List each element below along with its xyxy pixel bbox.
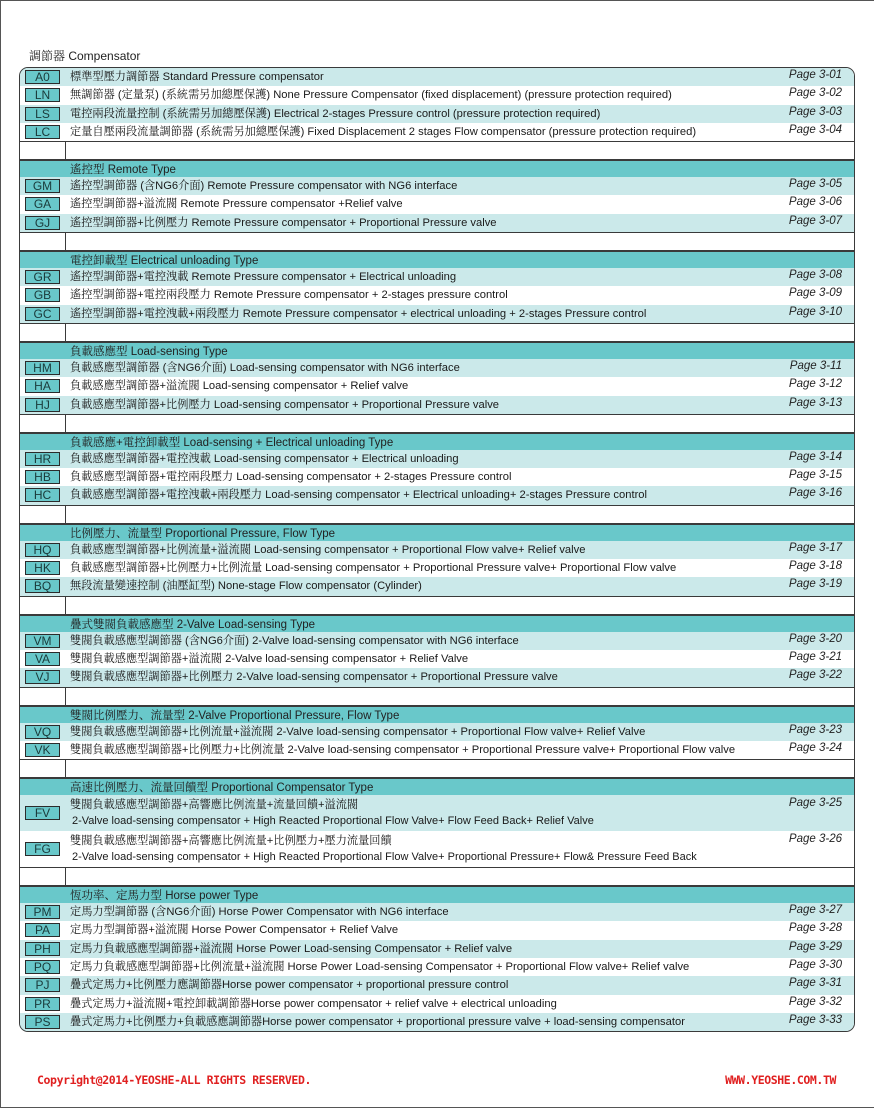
copyright-text: Copyright@2014-YEOSHE-ALL RIGHTS RESERVED. (37, 1073, 311, 1087)
row-description: 負載感應型調節器+電控洩載 Load-sensing compensator + Electrical unloading (70, 452, 459, 465)
model-code-badge: VJ (25, 670, 60, 684)
row-description: 雙閥負載感應型調節器+溢流閥 2-Valve load-sensing compensator + Relief Valve (70, 652, 469, 665)
page-reference-link[interactable]: Page 3-06 (788, 196, 842, 209)
page-reference-link[interactable]: Page 3-17 (788, 541, 842, 554)
page-reference-link[interactable]: Page 3-27 (788, 904, 842, 917)
section (20, 341, 854, 414)
page-reference-link[interactable]: Page 3-24 (788, 741, 842, 754)
table-row[interactable] (20, 450, 854, 468)
model-code-badge: PH (25, 942, 60, 956)
row-description: 負載感應型調節器+比例流量+溢流閥 Load-sensing compensator + Proportional Flow valve+ Relief valve (70, 543, 586, 556)
model-code-badge: HQ (25, 543, 60, 557)
row-description: 標準型壓力調節器 Standard Pressure compensator (70, 71, 324, 83)
table-row[interactable] (20, 940, 854, 958)
row-description: 定馬力型調節器+溢流閥 Horse Power Compensator + Relief Valve (70, 924, 399, 937)
table-row[interactable] (20, 177, 854, 195)
table-row[interactable] (20, 214, 854, 232)
table-row[interactable] (20, 958, 854, 976)
section-header: 恆功率、定馬力型 Horse power Type (20, 885, 854, 903)
model-code-badge: LC (25, 125, 60, 139)
code-column-blank (20, 324, 66, 341)
page-reference-link[interactable]: Page 3-04 (788, 123, 842, 136)
model-code-badge: PS (25, 1015, 60, 1029)
model-code-badge: HM (25, 361, 60, 375)
model-code-badge: HC (25, 488, 60, 502)
section (20, 523, 854, 596)
page-reference-link[interactable]: Page 3-22 (788, 669, 842, 682)
section-spacer (20, 505, 854, 523)
page-reference-link[interactable]: Page 3-10 (788, 305, 842, 318)
row-description: 遙控型調節器+溢流閥 Remote Pressure compensator +Relief valve (70, 198, 403, 211)
section (20, 777, 854, 867)
page-reference-link[interactable]: Page 3-15 (788, 469, 842, 482)
model-code-badge: HA (25, 379, 60, 393)
row-description: 電控兩段流量控制 (系統需另加總壓保護) Electrical 2-stages Pressure control (pressure protection required) (70, 107, 601, 120)
model-code-badge: PM (25, 905, 60, 919)
table-row[interactable] (20, 921, 854, 939)
table-row[interactable] (20, 559, 854, 577)
model-code-badge: LN (25, 88, 60, 102)
page-reference-link[interactable]: Page 3-05 (788, 178, 842, 191)
table-row[interactable] (20, 723, 854, 741)
section (20, 68, 854, 141)
page-reference-link[interactable]: Page 3-26 (788, 833, 842, 846)
website-link[interactable]: WWW.YEOSHE.COM.TW (725, 1073, 836, 1087)
page-reference-link[interactable]: Page 3-33 (788, 1013, 842, 1026)
table-row[interactable] (20, 1013, 854, 1031)
page-reference-link[interactable]: Page 3-30 (788, 959, 842, 972)
table-row[interactable] (20, 377, 854, 395)
table-row[interactable] (20, 541, 854, 559)
row-description: 雙閥負載感應型調節器+高響應比例流量+流量回饋+溢流閥 (70, 799, 359, 812)
page-title: 調節器 Compensator (29, 49, 141, 63)
model-code-badge: PQ (25, 960, 60, 974)
code-column-blank (20, 506, 66, 523)
model-code-badge: HB (25, 470, 60, 484)
code-column-blank (20, 760, 66, 777)
model-code-badge: GC (25, 307, 60, 321)
page-reference-link[interactable]: Page 3-02 (788, 87, 842, 100)
row-description: 雙閥負載感應型調節器 (含NG6介面) 2-Valve load-sensing compensator with NG6 interface (70, 634, 519, 647)
row-description: 無段流量變速控制 (油壓缸型) None-stage Flow compensator (Cylinder) (70, 580, 422, 593)
row-description: 負載感應型調節器+電控兩段壓力 Load-sensing compensator + 2-stages Pressure control (70, 471, 512, 484)
section-header: 負載感應型 Load-sensing Type (20, 341, 854, 359)
section-header: 高速比例壓力、流量回饋型 Proportional Compensator Type (20, 777, 854, 795)
table-row[interactable] (20, 396, 854, 414)
page-reference-link[interactable]: Page 3-28 (788, 922, 842, 935)
section-spacer (20, 232, 854, 250)
model-code-badge: GM (25, 179, 60, 193)
model-code-badge: PA (25, 923, 60, 937)
table-row[interactable] (20, 123, 854, 141)
section-spacer (20, 596, 854, 614)
row-description: 疊式定馬力+比例壓力+負載感應調節器Horse power compensator + proportional pressure valve + load-sensing compensator (70, 1015, 685, 1028)
row-description: 遙控型調節器+電控洩載 Remote Pressure compensator + Electrical unloading (70, 271, 457, 284)
page-reference-link[interactable]: Page 3-23 (788, 723, 842, 736)
section-spacer (20, 867, 854, 885)
table-row[interactable] (20, 577, 854, 595)
section (20, 250, 854, 323)
section (20, 159, 854, 232)
row-description: 負載感應型調節器+溢流閥 Load-sensing compensator + Relief valve (70, 380, 409, 393)
code-column-blank (20, 415, 66, 432)
row-description: 雙閥負載感應型調節器+比例壓力 2-Valve load-sensing compensator + Proportional Pressure valve (70, 671, 558, 684)
row-description: 雙閥負載感應型調節器+比例壓力+比例流量 2-Valve load-sensing compensator + Proportional Pressure valve+ Proportional Flow valve (70, 743, 736, 756)
section-spacer (20, 141, 854, 159)
page-reference-link[interactable]: Page 3-31 (788, 977, 842, 990)
row-description: 遙控型調節器+電控洩載+兩段壓力 Remote Pressure compensator + electrical unloading + 2-stages Pressure control (70, 307, 647, 320)
model-code-badge: A0 (25, 70, 60, 84)
row-description: 無調節器 (定量泵) (系統需另加總壓保護) None Pressure Compensator (fixed displacement) (pressure protection required) (70, 89, 672, 102)
section (20, 432, 854, 505)
code-column-blank (20, 688, 66, 705)
section-spacer (20, 687, 854, 705)
page-reference-link[interactable]: Page 3-07 (788, 214, 842, 227)
page-reference-link[interactable]: Page 3-12 (788, 378, 842, 391)
row-description: 負載感應型調節器+電控洩載+兩段壓力 Load-sensing compensator + Electrical unloading+ 2-stages Pressure control (70, 489, 648, 502)
section (20, 614, 854, 687)
row-description: 定馬力負載感應型調節器+比例流量+溢流閥 Horse Power Load-sensing Compensator + Proportional Flow valve+ Relief valve (70, 961, 690, 974)
page-reference-link[interactable]: Page 3-01 (788, 69, 842, 81)
model-code-badge: FG (25, 842, 60, 856)
table-row[interactable] (20, 795, 854, 831)
compensator-table (19, 67, 855, 1032)
table-row[interactable] (20, 831, 854, 867)
row-description: 疊式定馬力+溢流閥+電控卸載調節器Horse power compensator + relief valve + electrical unloading (70, 997, 557, 1010)
page-reference-link[interactable]: Page 3-08 (788, 269, 842, 282)
section-spacer (20, 759, 854, 777)
section-spacer (20, 323, 854, 341)
table-row[interactable] (20, 286, 854, 304)
code-column-blank (20, 142, 66, 159)
page-reference-link[interactable]: Page 3-29 (788, 940, 842, 953)
model-code-badge: VK (25, 743, 60, 757)
row-description: 疊式定馬力+比例壓力應調節器Horse power compensator + proportional pressure control (70, 979, 509, 992)
row-description: 定量自壓兩段流量調節器 (系統需另加總壓保護) Fixed Displacement 2 stages Flow compensator (pressure protection required) (70, 125, 697, 138)
row-description: 雙閥負載感應型調節器+高響應比例流量+比例壓力+壓力流量回饋 (70, 835, 392, 848)
page-reference-link[interactable]: Page 3-03 (788, 105, 842, 118)
section-header: 電控卸載型 Electrical unloading Type (20, 250, 854, 268)
row-description: 遙控型調節器+比例壓力 Remote Pressure compensator + Proportional Pressure valve (70, 216, 497, 229)
table-row[interactable] (20, 268, 854, 286)
row-description: 負載感應型調節器 (含NG6介面) Load-sensing compensator with NG6 interface (70, 361, 460, 374)
page-reference-link[interactable]: Page 3-11 (789, 359, 842, 372)
section-header: 負載感應+電控卸載型 Load-sensing + Electrical unloading Type (20, 432, 854, 450)
section (20, 885, 854, 1031)
code-column-blank (20, 233, 66, 250)
section-header: 疊式雙閥負載感應型 2-Valve Load-sensing Type (20, 614, 854, 632)
table-row[interactable] (20, 976, 854, 994)
row-description: 定馬力型調節器 (含NG6介面) Horse Power Compensator with NG6 interface (70, 906, 449, 919)
table-row[interactable] (20, 632, 854, 650)
code-column-blank (20, 868, 66, 885)
row-description: 負載感應型調節器+比例壓力 Load-sensing compensator + Proportional Pressure valve (70, 398, 500, 411)
row-description: 負載感應型調節器+比例壓力+比例流量 Load-sensing compensator + Proportional Pressure valve+ Proportional Flow valve (70, 562, 677, 575)
model-code-badge: HJ (25, 398, 60, 412)
page-reference-link[interactable]: Page 3-18 (788, 560, 842, 573)
page-reference-link[interactable]: Page 3-21 (788, 650, 842, 663)
table-row[interactable] (20, 105, 854, 123)
page-reference-link[interactable]: Page 3-16 (788, 487, 842, 500)
table-row[interactable] (20, 359, 854, 377)
model-code-badge: HR (25, 452, 60, 466)
row-description: 定馬力負載感應型調節器+溢流閥 Horse Power Load-sensing Compensator + Relief valve (70, 942, 513, 955)
section (20, 705, 854, 760)
row-description: 雙閥負載感應型調節器+比例流量+溢流閥 2-Valve load-sensing compensator + Proportional Flow valve+ Relief Valve (70, 725, 646, 738)
table-row[interactable] (20, 741, 854, 759)
table-row[interactable] (20, 486, 854, 504)
model-code-badge: GA (25, 197, 60, 211)
model-code-badge: GB (25, 288, 60, 302)
model-code-badge: GJ (25, 216, 60, 230)
model-code-badge: HK (25, 561, 60, 575)
page-reference-link[interactable]: Page 3-09 (788, 287, 842, 300)
row-description-english: 2-Valve load-sensing compensator + High Reacted Proportional Flow Valve+ Proportional Pressure+ Flow& Pressure Feed Back (72, 851, 697, 864)
model-code-badge: VA (25, 652, 60, 666)
model-code-badge: PR (25, 997, 60, 1011)
table-row[interactable] (20, 903, 854, 921)
model-code-badge: VQ (25, 725, 60, 739)
code-column-blank (20, 597, 66, 614)
page-reference-link[interactable]: Page 3-32 (788, 995, 842, 1008)
page-reference-link[interactable]: Page 3-20 (788, 632, 842, 645)
section-header: 比例壓力、流量型 Proportional Pressure, Flow Type (20, 523, 854, 541)
table-row[interactable] (20, 468, 854, 486)
model-code-badge: PJ (25, 978, 60, 992)
model-code-badge: FV (25, 806, 60, 820)
table-row[interactable] (20, 86, 854, 104)
row-description: 遙控型調節器 (含NG6介面) Remote Pressure compensator with NG6 interface (70, 180, 458, 193)
table-row[interactable] (20, 195, 854, 213)
section-header: 遙控型 Remote Type (20, 159, 854, 177)
page-reference-link[interactable]: Page 3-13 (788, 396, 842, 409)
model-code-badge: LS (25, 107, 60, 121)
table-row[interactable] (20, 305, 854, 323)
table-row[interactable] (20, 668, 854, 686)
table-row[interactable] (20, 650, 854, 668)
table-row[interactable] (20, 68, 854, 86)
model-code-badge: VM (25, 634, 60, 648)
section-spacer (20, 414, 854, 432)
row-description: 遙控型調節器+電控兩段壓力 Remote Pressure compensator + 2-stages pressure control (70, 289, 508, 302)
section-header: 雙閥比例壓力、流量型 2-Valve Proportional Pressure, Flow Type (20, 705, 854, 723)
page-reference-link[interactable]: Page 3-14 (788, 450, 842, 463)
page-reference-link[interactable]: Page 3-19 (788, 578, 842, 591)
row-description-english: 2-Valve load-sensing compensator + High Reacted Proportional Flow Valve+ Flow Feed Back+ Relief Valve (72, 815, 594, 828)
model-code-badge: GR (25, 270, 60, 284)
table-row[interactable] (20, 995, 854, 1013)
page-reference-link[interactable]: Page 3-25 (788, 797, 842, 810)
model-code-badge: BQ (25, 579, 60, 593)
